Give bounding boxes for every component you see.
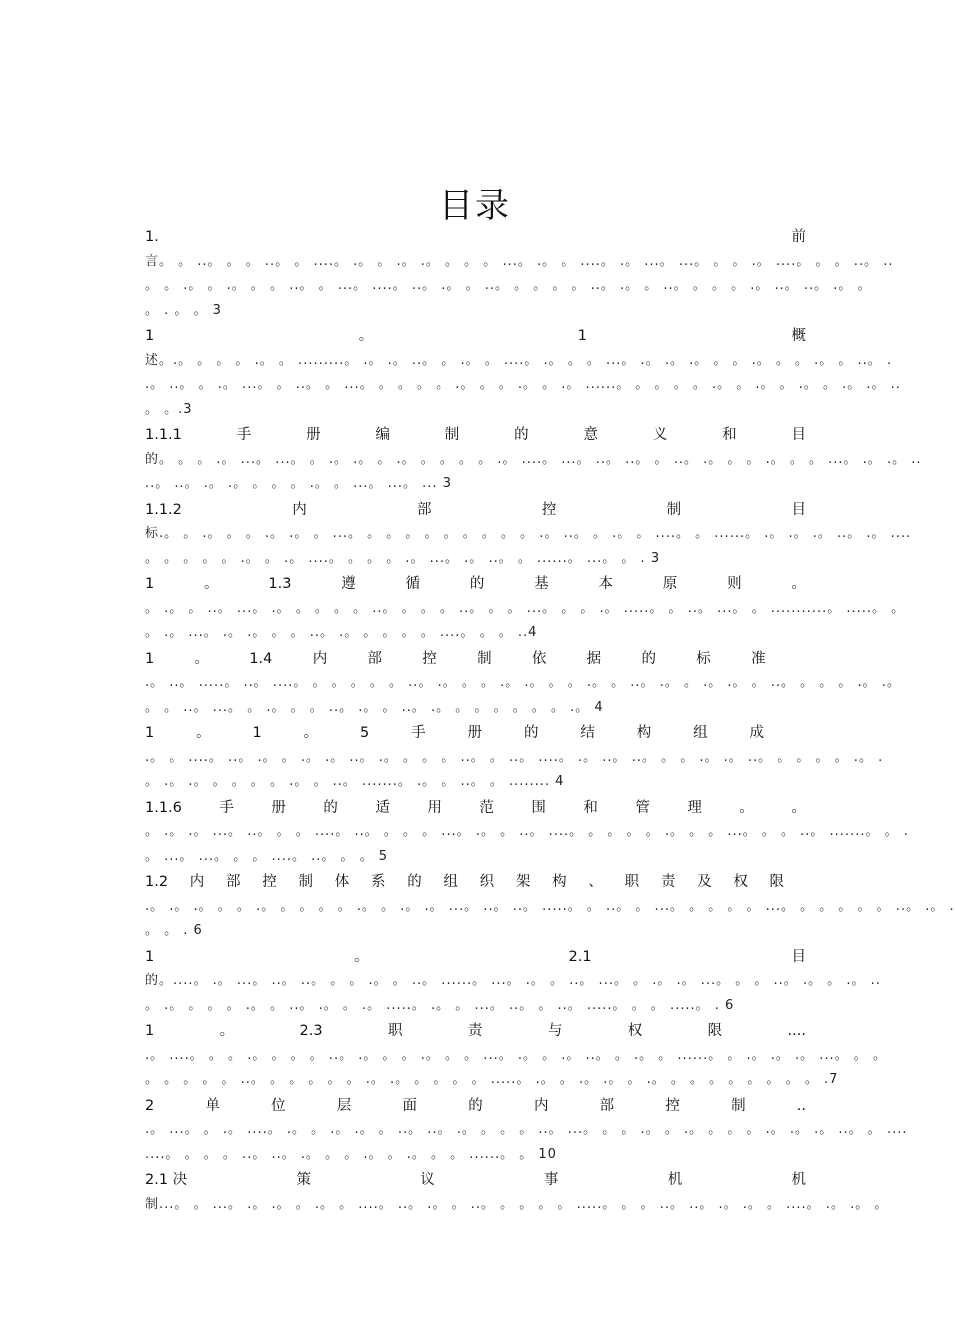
toc-heading-word: 的 [407, 874, 422, 890]
toc-entry[interactable] [145, 870, 955, 944]
toc-heading-word: 。 [791, 576, 806, 592]
toc-leader-line: 。 。 。 。 。 .。 。 .。 ....。 。 。 。 .。 ...。 .。 ..。 。 ......。 ...。 。 . 3 [145, 550, 661, 566]
toc-heading-word: 层 [336, 1097, 352, 1114]
toc-heading-word: 限 [707, 1023, 723, 1039]
toc-heading-word: 内 [312, 650, 328, 667]
toc-entry[interactable] [145, 796, 909, 870]
toc-heading-word: 议 [420, 1172, 435, 1188]
toc-heading-word: 1 [252, 725, 262, 741]
toc-leader-line: 的。....。 .。 ...。 ..。 ..。 。 。 .。 。 ..。 ......。 ...。 .。 。 ..。 ...。 。 .。 .。 ...。 。 。 ..。 .。 。 .。 .. [145, 973, 881, 988]
toc-heading-word: .. [796, 1097, 806, 1114]
toc-heading-word: 围 [531, 799, 546, 816]
toc-entry[interactable] [145, 225, 894, 323]
toc-heading-word: 1.2 [145, 874, 169, 890]
toc-leader-line: 制...。 。 ...。 .。 .。 。 .。 。 ....。 ..。 .。 。 ..。 。 。 。 。 .....。 。 。 ..。 ..。 .。 .。 。 ....。 .。 .。 。 [145, 1196, 889, 1212]
toc-entry-heading [145, 1094, 806, 1119]
toc-heading-word: 和 [722, 427, 737, 443]
toc-heading-word: 1 [145, 948, 155, 965]
table-of-contents [145, 225, 955, 1218]
toc-heading-word: 组 [443, 874, 458, 890]
toc-heading-word: 构 [636, 725, 652, 741]
toc-heading-word: 2.1 [568, 948, 592, 965]
toc-heading-word: 的 [523, 725, 539, 741]
toc-entry-heading [145, 225, 806, 250]
toc-heading-word: 标 [696, 650, 711, 667]
toc-entry-heading [145, 796, 806, 821]
toc-leader-line: 标.。 。 .。 。 。 .。 .。 。 ...。 。 。 。 。 。 。 。 。 。 .。 ..。 。 .。 。 ....。 。 ......。 .。 .。 .。 ..。 .。 .... [145, 526, 912, 541]
toc-heading-word: 权 [733, 874, 748, 890]
toc-heading-word: 目 [791, 427, 806, 443]
toc-heading-word: 1 [145, 725, 155, 741]
toc-leader-line: 。 .。 。 ..。 ...。 .。 。 。 。 。 ..。 。 。 。 ..。 。 。 ...。 。 。 .。 .....。 。 ..。 ...。 。 ...........。 .....。 。 [145, 600, 906, 616]
toc-heading-word: 单 [205, 1097, 220, 1114]
toc-entry-heading [145, 498, 806, 523]
toc-leader-line: 。 。 .。 。 .。 。 。 ..。 。 ...。 ....。 ..。 .。 。 ..。 。 。 。 。 ..。 .。 。 ..。 。 。 。 .。 ..。 ..。 .。 。 [145, 278, 872, 293]
toc-entry-heading [145, 572, 806, 597]
toc-heading-word: 册 [306, 427, 321, 443]
toc-heading-word: 制 [477, 650, 492, 667]
toc-leader-line: .。 ..。 。 .。 ...。 。 ..。 。 ...。 。 。 。 。 .。 。 。 .。 。 .。 ......。 。 。 。 。 .。 。 .。 。 .。 。 .。 .。 .. [145, 377, 901, 392]
toc-heading-word: 1.1.6 [145, 799, 182, 816]
toc-heading-word: 策 [296, 1172, 311, 1188]
toc-leader-line: 的。 。 。 .。 ...。 ...。 。 .。 .。 。 .。 。 。 。 。 .。 ....。 ...。 ..。 ..。 。 ..。 .。 。 。 .。 。 。 ...。 .。 .。 .. [145, 451, 922, 467]
toc-heading-word: 限 [769, 874, 785, 890]
toc-heading-word: 用 [427, 799, 442, 816]
toc-heading-word: 理 [687, 799, 702, 816]
toc-heading-word: 范 [479, 799, 494, 816]
toc-heading-word: 的 [514, 427, 529, 443]
toc-heading-word: 构 [552, 874, 567, 890]
toc-leader-line: .。 ....。 。 。 .。 。 。 。 ..。 .。 。 。 .。 。 。 ...。 .。 。 .。 ..。 。 .。 。 ......。 。 .。 .。 .。 ...。 。 。 [145, 1047, 887, 1063]
toc-heading-word: 册 [467, 725, 483, 741]
toc-heading-word: 循 [405, 576, 421, 592]
toc-leader-line: 。 .。 .。 ...。 ..。 。 。 ....。 ..。 。 。 。 ...。 .。 。 ..。 ....。 。 。 。 。 .。 。 。 ...。 。 。 ..。 .......。 。 . [145, 824, 909, 839]
toc-heading-word: 及 [697, 874, 712, 890]
toc-entry-heading [145, 1168, 806, 1193]
toc-heading-word: 位 [271, 1097, 286, 1114]
toc-leader-line: 。 。 。 。 。 ..。 。 。 。 。 。 .。 .。 。 。 。 。 .....。 .。 。 .。 .。 。 .。 。 。 。 。 。 。 。 。 .7 [145, 1072, 839, 1087]
toc-leader-line: 。 .。 。 。 。 .。 。 ..。 .。 。 .。 .....。 .。 。 ...。 ..。 。 ..。 .....。 。 。 .....。 . 6 [145, 997, 735, 1013]
toc-heading-word: 。 [194, 650, 210, 667]
toc-heading-word: 手 [236, 427, 252, 443]
toc-entry[interactable] [145, 1019, 887, 1093]
toc-heading-word: 控 [665, 1097, 680, 1114]
toc-heading-word: 系 [370, 874, 386, 890]
toc-heading-word: 1 [145, 328, 155, 344]
toc-entry-heading [145, 945, 806, 970]
toc-heading-word: 机 [791, 1172, 806, 1188]
toc-heading-word: 1.1.2 [145, 501, 182, 518]
toc-heading-word: 部 [417, 501, 432, 518]
toc-entry[interactable] [145, 324, 901, 422]
toc-heading-word: 管 [635, 799, 650, 816]
toc-heading-word: 依 [531, 650, 547, 667]
toc-heading-word: 制 [444, 427, 460, 443]
toc-heading-word: 责 [467, 1023, 483, 1039]
toc-heading-word: 准 [751, 650, 766, 667]
toc-heading-word: 和 [583, 799, 598, 816]
toc-heading-word: 1.1.1 [145, 427, 182, 443]
toc-heading-word: 1.3 [268, 576, 292, 592]
toc-entry[interactable] [145, 498, 912, 572]
toc-heading-word: 的 [641, 650, 656, 667]
toc-heading-word: 部 [226, 874, 241, 890]
toc-heading-word: 。 [354, 948, 369, 965]
toc-heading-word: 手 [219, 799, 234, 816]
toc-heading-word: 1 [145, 650, 155, 667]
toc-entry[interactable] [145, 1168, 889, 1217]
toc-heading-word: 的 [469, 576, 485, 592]
toc-entry[interactable] [145, 423, 922, 497]
toc-heading-word: .... [787, 1023, 806, 1039]
toc-leader-line: 。 . 。 。 3 [145, 302, 222, 318]
toc-heading-word: 体 [334, 874, 350, 890]
toc-heading-word: 目 [791, 948, 806, 965]
toc-heading-word: 遵 [341, 576, 356, 592]
toc-heading-word: 控 [422, 650, 437, 667]
toc-entry-heading [145, 721, 806, 746]
toc-heading-word: 的 [323, 799, 338, 816]
toc-heading-word: 与 [547, 1023, 563, 1039]
toc-heading-word: 、 [588, 874, 603, 890]
toc-heading-word: 1 [145, 1023, 155, 1039]
toc-leader-line: ..。 ..。 .。 .。 。 。 。 .。 。 ...。 ...。 ... 3 [145, 476, 452, 491]
toc-heading-word: 1.4 [249, 650, 273, 667]
toc-heading-word: 。 [739, 799, 754, 816]
toc-heading-word: 制 [666, 501, 682, 518]
toc-heading-word: 控 [262, 874, 277, 890]
toc-heading-word: 手 [411, 725, 426, 741]
toc-heading-word: 2.3 [299, 1023, 323, 1039]
toc-heading-word: 前 [791, 229, 806, 245]
toc-heading-word: 1. [145, 229, 159, 245]
toc-heading-word: 面 [402, 1097, 418, 1114]
toc-heading-word: 责 [660, 874, 676, 890]
toc-entry-heading [145, 870, 806, 895]
toc-heading-word: 义 [652, 427, 668, 443]
toc-heading-word: 职 [388, 1023, 403, 1039]
toc-heading-word: 意 [583, 427, 598, 443]
toc-heading-word: 部 [367, 650, 382, 667]
toc-heading-word: 。 [358, 328, 374, 344]
toc-entry[interactable] [145, 572, 906, 646]
toc-entry-heading [145, 324, 806, 349]
toc-heading-word: 。 [219, 1023, 235, 1039]
toc-heading-word: 。 [196, 725, 211, 741]
toc-heading-word: 据 [586, 650, 602, 667]
toc-title: 目录 [439, 186, 511, 226]
toc-heading-word: 内 [189, 874, 205, 890]
toc-entry[interactable] [145, 945, 881, 1019]
toc-heading-word: 1 [145, 576, 155, 592]
toc-leader-line: 。 ...。 ...。 。 。 ....。 ..。 。 。 5 [145, 848, 389, 864]
toc-heading-word: 编 [375, 427, 390, 443]
toc-heading-word: 。 [791, 799, 806, 816]
toc-heading-word: 5 [360, 725, 370, 741]
toc-heading-word: 则 [727, 576, 742, 592]
toc-heading-word: 控 [541, 501, 557, 518]
toc-heading-word: 内 [292, 501, 307, 518]
toc-entry[interactable] [145, 721, 884, 795]
toc-heading-word: 。 [303, 725, 319, 741]
toc-heading-word: 制 [731, 1097, 746, 1114]
toc-entry[interactable] [145, 647, 901, 721]
toc-heading-word: 部 [599, 1097, 615, 1114]
toc-leader-line: .。 ..。 .....。 ..。 ....。 。 。 。 。 。 ..。 .。 。 。 .。 .。 。 。 .。 。 ..。 .。 。 .。 .。 。 ..。 。 。 。 .。 .。 [145, 675, 901, 690]
toc-heading-word: 目 [791, 501, 806, 518]
toc-leader-line: 。 。 . 6 [145, 923, 203, 938]
toc-heading-word: 本 [598, 576, 613, 592]
toc-heading-word: 2.1 决 [145, 1172, 188, 1188]
toc-heading-word: 适 [375, 799, 390, 816]
toc-entry-heading [145, 1019, 806, 1044]
toc-heading-word: 织 [479, 874, 495, 890]
toc-leader-line: ....。 。 。 。 ..。 ..。 .。 。 。 .。 。 .。 。 。 ......。 。 10 [145, 1146, 557, 1162]
toc-heading-word: 职 [624, 874, 640, 890]
toc-leader-line: 述。.。 。 。 。 .。 。 .........。 .。 .。 ..。 。 .。 。 ....。 .。 。 。 ...。 .。 .。 .。 。 。 .。 。 。 .。 。 ..。 . [145, 352, 893, 368]
toc-heading-word: 内 [533, 1097, 549, 1114]
toc-leader-line: 。 .。 ...。 .。 .。 。 。 ..。 .。 。 。 。 。 ....。 。 。 ..4 [145, 625, 538, 640]
toc-entry-heading [145, 423, 806, 448]
toc-leader-line: 。 .。 .。 。 。 。 。 .。 。 ..。 .......。 .。 。 ..。 。 ........ 4 [145, 774, 565, 789]
toc-heading-word: 架 [515, 874, 531, 890]
toc-heading-word: 组 [693, 725, 708, 741]
toc-leader-line: 言。 。 ..。 。 。 ..。 。 ....。 .。 。 .。 .。 。 。 。 ...。 .。 。 ....。 .。 ...。 ...。 。 。 .。 ....。 。 。 ..。 .. [145, 253, 894, 269]
toc-heading-word: 1 [577, 328, 587, 344]
toc-heading-word: 权 [627, 1023, 643, 1039]
toc-heading-word: 。 [204, 576, 219, 592]
toc-heading-word: 制 [298, 874, 313, 890]
toc-heading-word: 2 [145, 1097, 155, 1114]
toc-heading-word: 事 [543, 1172, 559, 1188]
toc-leader-line: 。 。.3 [145, 401, 193, 417]
toc-heading-word: 的 [468, 1097, 483, 1114]
toc-leader-line: .。 ...。 。 .。 ....。 .。 。 .。 .。 。 ..。 ..。 .。 。 。 。 ..。 ...。 。 。 .。 。 .。 。 。 。 .。 .。 .。 ..。 。 .... [145, 1122, 908, 1137]
toc-heading-word: 成 [749, 725, 764, 741]
toc-leader-line: 。 。 ..。 ...。 。 .。 。 。 ..。 .。 。 ..。 .。 。 。 。 。 。 。 .。 4 [145, 699, 604, 715]
toc-leader-line: .。 。 ....。 ..。 .。 。 .。 .。 ..。 .。 。 。 。 ..。 。 ..。 ....。 .。 ..。 ..。 。 。 .。 .。 ..。 。 。 。 。 .。 . [145, 749, 884, 765]
toc-heading-word: 机 [667, 1172, 683, 1188]
toc-leader-line: .。 .。 .。 。 。 .。 。 。 。 。 .。 。 .。 .。 ...。 ..。 ..。 .....。 。 ..。 。 ...。 。 。 。 。 ...。 。 。 。 。 。 ..。 .。 . [145, 898, 955, 914]
toc-heading-word: 结 [580, 725, 595, 741]
toc-heading-word: 册 [271, 799, 286, 816]
toc-heading-word: 原 [662, 576, 678, 592]
toc-entry[interactable] [145, 1094, 908, 1168]
toc-entry-heading [145, 647, 806, 672]
toc-heading-word: 概 [791, 328, 806, 344]
toc-heading-word: 基 [534, 576, 549, 592]
